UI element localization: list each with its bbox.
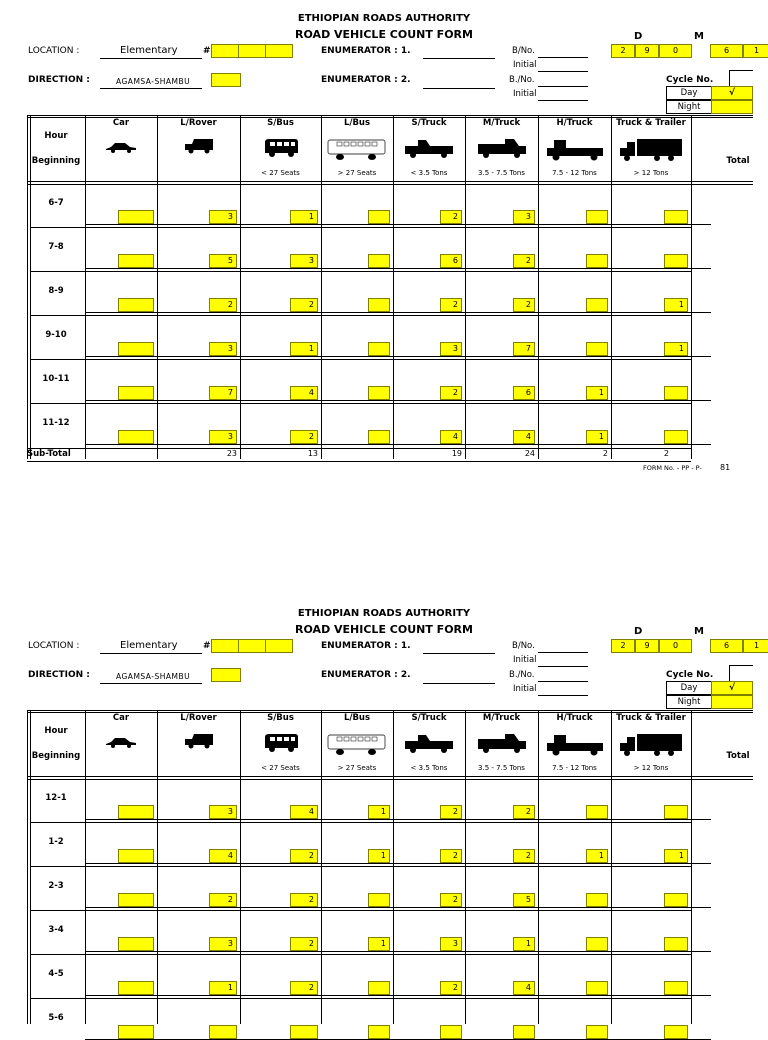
hour-label: 1-2 — [48, 837, 64, 847]
table-top-border — [27, 115, 753, 116]
count-cell[interactable]: 1 — [664, 849, 688, 863]
direction-value[interactable]: AGAMSA-SHAMBU — [116, 672, 191, 681]
column-header: M/Truck — [482, 118, 521, 128]
count-cell[interactable]: 1 — [664, 298, 688, 312]
column-header: S/Truck — [411, 713, 447, 723]
entry-line — [85, 224, 711, 225]
count-cell[interactable] — [118, 849, 154, 863]
initial-2-field[interactable] — [538, 695, 588, 696]
count-cell[interactable] — [209, 1025, 237, 1039]
hour-label: 11-12 — [42, 418, 70, 428]
count-cell[interactable]: 2 — [290, 981, 318, 995]
count-cell[interactable] — [118, 298, 154, 312]
initial-field[interactable] — [538, 666, 588, 667]
count-cell[interactable] — [368, 386, 390, 400]
count-cell[interactable] — [664, 893, 688, 907]
day-check[interactable]: √ — [711, 86, 753, 100]
column-divider — [157, 710, 158, 1024]
count-cell[interactable] — [664, 1025, 688, 1039]
day-header: D — [634, 31, 643, 42]
hour-label: 4-5 — [48, 969, 64, 979]
row-divider — [30, 271, 691, 272]
cycle-box[interactable] — [729, 665, 753, 681]
subtotal-value: 23 — [226, 449, 237, 458]
cycle-box[interactable] — [729, 70, 753, 86]
column-divider — [691, 115, 692, 459]
count-cell[interactable]: 2 — [440, 981, 462, 995]
count-cell[interactable] — [368, 1025, 390, 1039]
count-cell[interactable]: 7 — [209, 386, 237, 400]
column-subheader: 7.5 - 12 Tons — [552, 169, 597, 177]
heavy-truck-icon — [538, 138, 611, 166]
hour-label: 10-11 — [42, 374, 70, 384]
count-cell[interactable]: 3 — [209, 937, 237, 951]
bno-2-field[interactable] — [538, 86, 588, 87]
direction-box[interactable] — [211, 73, 241, 87]
date-digit-box[interactable]: 2 — [611, 639, 635, 653]
hour-label: 12-1 — [45, 793, 67, 803]
night-cell: Night — [666, 100, 712, 114]
header-bottom-border-inner — [27, 779, 753, 780]
column-subheader: < 3.5 Tons — [410, 764, 448, 772]
count-cell[interactable] — [586, 210, 608, 224]
count-cell[interactable]: 1 — [209, 981, 237, 995]
enumerator-1-field[interactable] — [423, 58, 495, 59]
hash-label: # — [203, 46, 211, 56]
column-header: L/Rover — [180, 118, 217, 128]
entry-line — [85, 268, 711, 269]
row-divider — [30, 866, 691, 867]
form-title: ROAD VEHICLE COUNT FORM — [295, 623, 473, 636]
count-cell[interactable]: 4 — [440, 430, 462, 444]
count-cell[interactable] — [368, 298, 390, 312]
count-cell[interactable]: 4 — [290, 805, 318, 819]
entry-line — [85, 444, 711, 445]
count-cell[interactable] — [586, 254, 608, 268]
count-cell[interactable]: 6 — [440, 254, 462, 268]
night-check[interactable] — [711, 695, 753, 709]
column-header: L/Bus — [343, 118, 371, 128]
count-cell[interactable]: 2 — [513, 254, 535, 268]
medium-truck-icon — [465, 138, 538, 164]
count-cell[interactable]: 2 — [440, 893, 462, 907]
count-cell[interactable]: 1 — [290, 342, 318, 356]
column-divider — [85, 115, 86, 459]
hour-label: 2-3 — [48, 881, 64, 891]
count-cell[interactable]: 3 — [290, 254, 318, 268]
initial-field[interactable] — [538, 71, 588, 72]
count-cell[interactable]: 2 — [440, 210, 462, 224]
count-cell[interactable]: 2 — [290, 298, 318, 312]
count-cell[interactable]: 1 — [586, 430, 608, 444]
form-title: ROAD VEHICLE COUNT FORM — [295, 28, 473, 41]
count-cell[interactable] — [118, 805, 154, 819]
column-header: L/Bus — [343, 713, 371, 723]
enumerator-2-field[interactable] — [423, 88, 495, 89]
hour-label: 6-7 — [48, 198, 64, 208]
entry-line — [85, 356, 711, 357]
column-header: S/Bus — [267, 118, 294, 128]
location-number-box[interactable] — [238, 639, 266, 653]
count-cell[interactable] — [513, 1025, 535, 1039]
count-cell[interactable] — [586, 342, 608, 356]
count-cell[interactable]: 2 — [513, 805, 535, 819]
header-bottom-border-inner — [27, 184, 753, 185]
form-number-label: FORM No. - PP - P- — [643, 464, 702, 472]
count-cell[interactable]: 2 — [290, 893, 318, 907]
count-cell[interactable] — [586, 805, 608, 819]
initial-label: Initial — [513, 655, 537, 665]
column-divider — [465, 115, 466, 459]
count-cell[interactable]: 2 — [440, 386, 462, 400]
day-check[interactable]: √ — [711, 681, 753, 695]
bno-2-field[interactable] — [538, 681, 588, 682]
truck-trailer-icon — [611, 733, 691, 763]
count-cell[interactable]: 2 — [440, 805, 462, 819]
count-cell[interactable] — [664, 254, 688, 268]
entry-line — [85, 312, 711, 313]
row-divider — [30, 315, 691, 316]
count-cell[interactable] — [368, 210, 390, 224]
column-divider — [691, 710, 692, 1024]
hour-label: 7-8 — [48, 242, 64, 252]
small-bus-icon — [240, 733, 321, 757]
count-cell[interactable]: 1 — [586, 386, 608, 400]
date-digit-box[interactable]: 0 — [659, 639, 692, 653]
header-bottom-border — [27, 181, 753, 182]
count-cell[interactable] — [118, 981, 154, 995]
cycle-label: Cycle No. — [666, 75, 714, 85]
entry-line — [85, 863, 711, 864]
row-divider — [30, 822, 691, 823]
count-cell[interactable] — [368, 342, 390, 356]
column-header: H/Truck — [556, 713, 593, 723]
subtotal-value: 24 — [524, 449, 535, 458]
entry-line — [85, 995, 711, 996]
hour-label: 8-9 — [48, 286, 64, 296]
column-header: L/Rover — [180, 713, 217, 723]
column-header: Car — [112, 713, 130, 723]
count-cell[interactable]: 1 — [290, 210, 318, 224]
row-divider — [30, 910, 691, 911]
hour-label: 3-4 — [48, 925, 64, 935]
direction-value[interactable]: AGAMSA-SHAMBU — [116, 77, 191, 86]
count-cell[interactable]: 7 — [513, 342, 535, 356]
location-number-box[interactable] — [211, 44, 239, 58]
count-cell[interactable]: 5 — [209, 254, 237, 268]
column-divider — [240, 115, 241, 459]
date-digit-box[interactable]: 6 — [710, 44, 743, 58]
count-cell[interactable] — [664, 981, 688, 995]
bno-field[interactable] — [538, 652, 588, 653]
land-rover-icon — [157, 733, 240, 753]
car-icon — [85, 138, 157, 157]
hour-header: Hour — [44, 131, 68, 141]
day-cell: Day — [666, 86, 712, 100]
direction-underline — [100, 88, 202, 89]
column-header: Truck & Trailer — [616, 713, 686, 723]
direction-label: DIRECTION : — [28, 670, 90, 680]
date-digit-box[interactable]: 1 — [743, 639, 768, 653]
direction-box[interactable] — [211, 668, 241, 682]
heavy-truck-icon — [538, 733, 611, 761]
entry-line — [85, 819, 711, 820]
hour-label: 5-6 — [48, 1013, 64, 1023]
count-cell[interactable] — [118, 386, 154, 400]
count-cell[interactable] — [586, 1025, 608, 1039]
total-header: Total — [726, 751, 750, 761]
count-cell[interactable]: 1 — [368, 937, 390, 951]
count-cell[interactable]: 4 — [290, 386, 318, 400]
direction-label: DIRECTION : — [28, 75, 90, 85]
enumerator-2-field[interactable] — [423, 683, 495, 684]
initial-2-field[interactable] — [538, 100, 588, 101]
subtotal-label: Sub-Total — [27, 449, 71, 459]
truck-trailer-icon — [611, 138, 691, 168]
count-cell[interactable]: 6 — [513, 386, 535, 400]
column-divider — [240, 710, 241, 1024]
beginning-header: Beginning — [31, 751, 81, 761]
count-cell[interactable] — [664, 430, 688, 444]
cycle-label: Cycle No. — [666, 670, 714, 680]
count-cell[interactable] — [118, 937, 154, 951]
count-cell[interactable] — [664, 937, 688, 951]
date-digit-box[interactable]: 9 — [635, 44, 659, 58]
count-cell[interactable]: 4 — [513, 981, 535, 995]
count-cell[interactable]: 4 — [209, 849, 237, 863]
date-digit-box[interactable]: 1 — [743, 44, 768, 58]
column-subheader: 3.5 - 7.5 Tons — [478, 764, 525, 772]
bno-label: B/No. — [512, 641, 535, 651]
row-divider — [30, 403, 691, 404]
column-header: S/Bus — [267, 713, 294, 723]
direction-underline — [100, 683, 202, 684]
date-digit-box[interactable]: 9 — [635, 639, 659, 653]
column-subheader: 3.5 - 7.5 Tons — [478, 169, 525, 177]
location-number-box[interactable] — [211, 639, 239, 653]
count-cell[interactable]: 3 — [209, 342, 237, 356]
hour-header: Hour — [44, 726, 68, 736]
bno-field[interactable] — [538, 57, 588, 58]
initial-label: Initial — [513, 60, 537, 70]
enumerator-2-label: ENUMERATOR : 2. — [321, 670, 411, 680]
count-cell[interactable] — [368, 254, 390, 268]
table-top-border — [27, 710, 753, 711]
subtotal-value: 19 — [451, 449, 462, 458]
location-number-box[interactable] — [265, 639, 293, 653]
count-cell[interactable]: 2 — [209, 893, 237, 907]
column-divider — [85, 710, 86, 1024]
count-cell[interactable] — [664, 210, 688, 224]
count-cell[interactable]: 1 — [664, 342, 688, 356]
count-cell[interactable] — [368, 893, 390, 907]
count-cell[interactable]: 3 — [209, 210, 237, 224]
count-cell[interactable] — [118, 342, 154, 356]
form-number-value: 81 — [720, 463, 731, 472]
location-number-box[interactable] — [238, 44, 266, 58]
column-divider — [538, 115, 539, 459]
location-underline — [100, 58, 202, 59]
entry-line — [85, 907, 711, 908]
count-cell[interactable]: 3 — [209, 430, 237, 444]
count-cell[interactable]: 2 — [209, 298, 237, 312]
day-header: D — [634, 626, 643, 637]
beginning-header: Beginning — [31, 156, 81, 166]
location-value[interactable]: Elementary — [120, 45, 178, 56]
enumerator-2-label: ENUMERATOR : 2. — [321, 75, 411, 85]
month-header: M — [694, 626, 704, 637]
subtotal-value: 13 — [307, 449, 318, 458]
column-subheader: < 27 Seats — [261, 764, 300, 772]
date-digit-box[interactable]: 2 — [611, 44, 635, 58]
month-header: M — [694, 31, 704, 42]
count-cell[interactable]: 2 — [290, 849, 318, 863]
column-subheader: > 27 Seats — [337, 169, 377, 177]
count-cell[interactable]: 4 — [513, 430, 535, 444]
count-cell[interactable] — [118, 893, 154, 907]
column-header: Truck & Trailer — [616, 118, 686, 128]
count-cell[interactable] — [664, 805, 688, 819]
column-subheader: > 12 Tons — [633, 169, 669, 177]
initial-2-label: Initial — [513, 684, 537, 694]
count-cell[interactable]: 3 — [209, 805, 237, 819]
column-subheader: > 27 Seats — [337, 764, 377, 772]
enumerator-1-field[interactable] — [423, 653, 495, 654]
column-subheader: < 3.5 Tons — [410, 169, 448, 177]
enumerator-1-label: ENUMERATOR : 1. — [321, 641, 411, 651]
entry-line — [85, 400, 711, 401]
count-cell[interactable]: 1 — [368, 805, 390, 819]
count-cell[interactable]: 1 — [368, 849, 390, 863]
count-cell[interactable] — [290, 1025, 318, 1039]
count-cell[interactable]: 1 — [586, 849, 608, 863]
medium-truck-icon — [465, 733, 538, 759]
night-cell: Night — [666, 695, 712, 709]
header-bottom-border — [27, 776, 753, 777]
count-cell[interactable]: 5 — [513, 893, 535, 907]
entry-line — [85, 951, 711, 952]
hour-label: 9-10 — [45, 330, 67, 340]
subtotal-value: 2 — [663, 449, 669, 458]
count-cell[interactable]: 2 — [440, 849, 462, 863]
column-header: S/Truck — [411, 118, 447, 128]
location-underline — [100, 653, 202, 654]
initial-2-label: Initial — [513, 89, 537, 99]
column-divider — [321, 115, 322, 459]
count-cell[interactable] — [664, 386, 688, 400]
location-label: LOCATION : — [28, 641, 80, 651]
count-cell[interactable]: 1 — [513, 937, 535, 951]
large-bus-icon — [321, 138, 393, 166]
bno-2-label: B./No. — [509, 670, 535, 680]
small-bus-icon — [240, 138, 321, 162]
count-cell[interactable] — [586, 937, 608, 951]
large-bus-icon — [321, 733, 393, 761]
count-cell[interactable] — [118, 254, 154, 268]
column-header: Car — [112, 118, 130, 128]
location-number-box[interactable] — [265, 44, 293, 58]
row-divider — [30, 954, 691, 955]
car-icon — [85, 733, 157, 752]
count-cell[interactable] — [586, 893, 608, 907]
location-value[interactable]: Elementary — [120, 640, 178, 651]
count-cell[interactable]: 3 — [440, 937, 462, 951]
count-cell[interactable] — [118, 1025, 154, 1039]
small-truck-icon — [393, 138, 465, 164]
enumerator-1-label: ENUMERATOR : 1. — [321, 46, 411, 56]
count-cell[interactable] — [586, 298, 608, 312]
location-label: LOCATION : — [28, 46, 80, 56]
row-divider — [30, 998, 691, 999]
row-divider — [30, 359, 691, 360]
column-divider — [393, 115, 394, 459]
count-cell[interactable]: 2 — [290, 937, 318, 951]
column-divider — [157, 115, 158, 459]
count-cell[interactable]: 3 — [513, 210, 535, 224]
count-cell[interactable] — [368, 981, 390, 995]
date-digit-box[interactable]: 6 — [710, 639, 743, 653]
hash-label: # — [203, 641, 211, 651]
org-name: ETHIOPIAN ROADS AUTHORITY — [297, 608, 471, 619]
column-subheader: > 12 Tons — [633, 764, 669, 772]
total-header: Total — [726, 156, 750, 166]
count-cell[interactable]: 2 — [440, 298, 462, 312]
column-subheader: < 27 Seats — [261, 169, 300, 177]
count-cell[interactable] — [368, 430, 390, 444]
count-cell[interactable] — [440, 1025, 462, 1039]
count-cell[interactable]: 3 — [440, 342, 462, 356]
row-divider — [30, 227, 691, 228]
bno-label: B/No. — [512, 46, 535, 56]
count-cell[interactable] — [118, 210, 154, 224]
night-check[interactable] — [711, 100, 753, 114]
column-subheader: 7.5 - 12 Tons — [552, 764, 597, 772]
count-cell[interactable]: 2 — [290, 430, 318, 444]
date-digit-box[interactable]: 0 — [659, 44, 692, 58]
column-header: H/Truck — [556, 118, 593, 128]
small-truck-icon — [393, 733, 465, 759]
bno-2-label: B./No. — [509, 75, 535, 85]
count-cell[interactable]: 2 — [513, 849, 535, 863]
count-cell[interactable] — [586, 981, 608, 995]
count-cell[interactable] — [118, 430, 154, 444]
subtotal-value: 2 — [602, 449, 608, 458]
land-rover-icon — [157, 138, 240, 158]
day-cell: Day — [666, 681, 712, 695]
subtotal-bottom-border — [27, 461, 691, 462]
org-name: ETHIOPIAN ROADS AUTHORITY — [297, 13, 471, 24]
count-cell[interactable]: 2 — [513, 298, 535, 312]
column-header: M/Truck — [482, 713, 521, 723]
